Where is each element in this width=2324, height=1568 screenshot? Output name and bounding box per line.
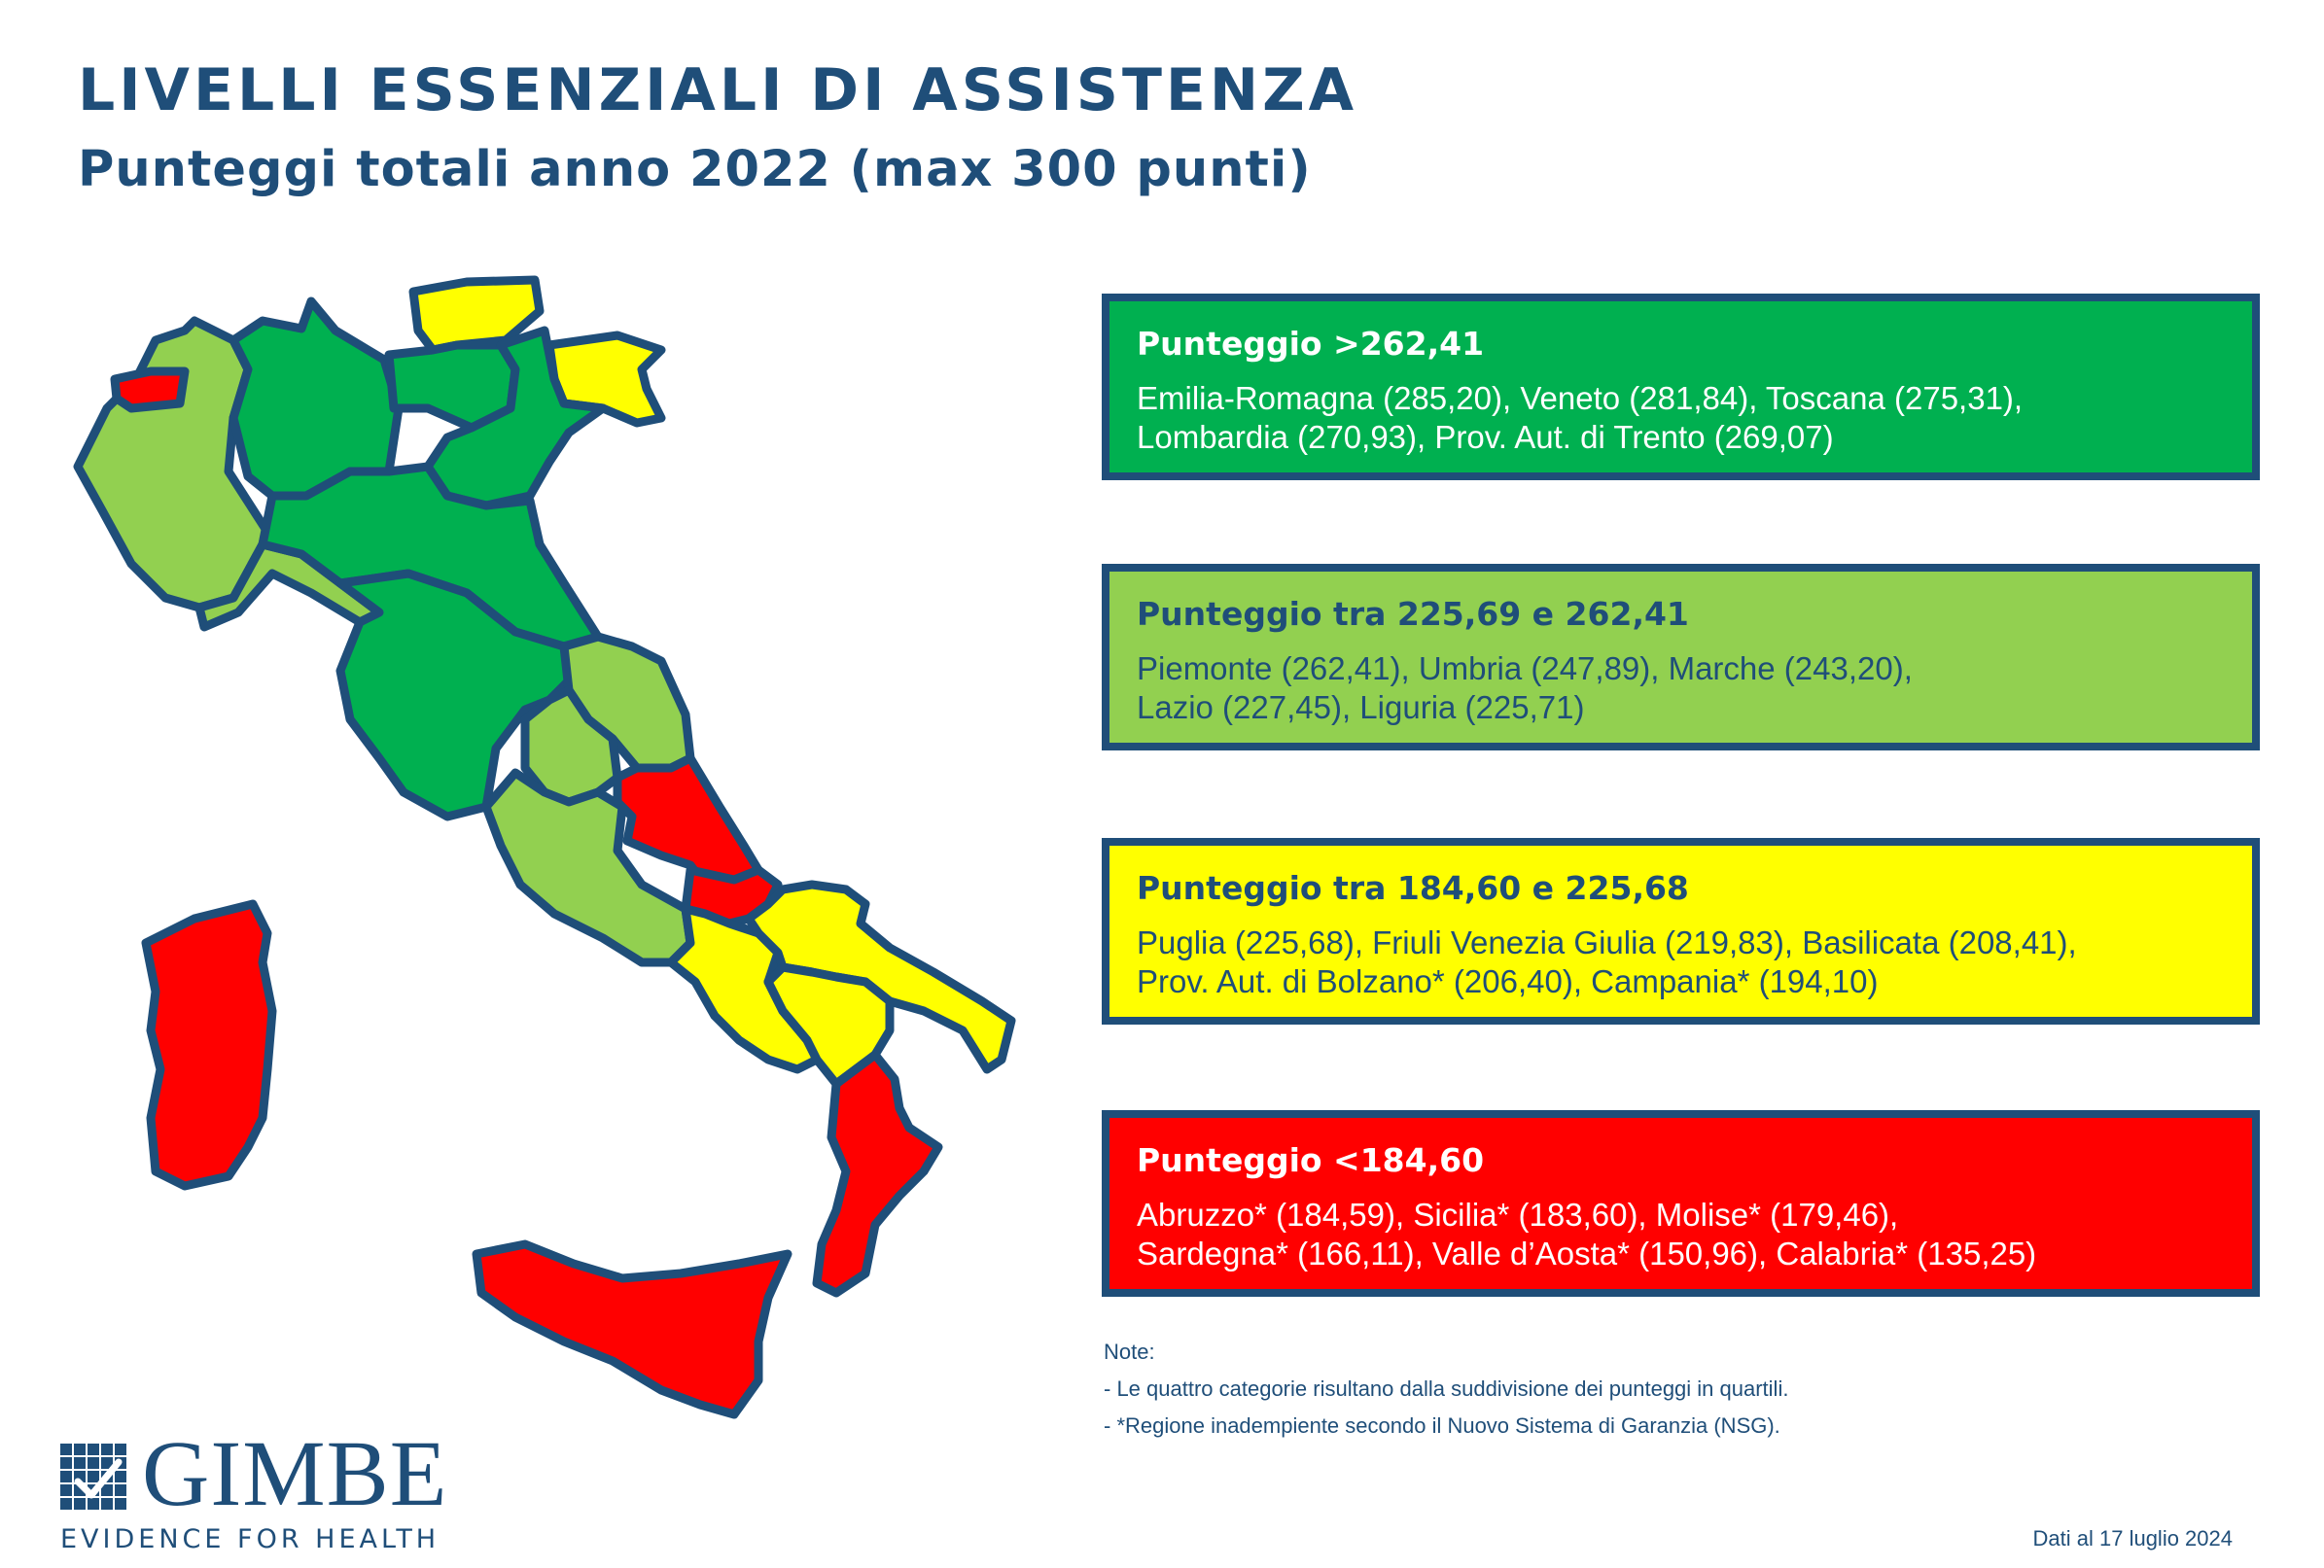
notes — [1104, 1334, 1788, 1445]
notes-heading: Note: — [1104, 1340, 1155, 1364]
legend-title: Punteggio >262,41 — [1137, 325, 1485, 363]
logo-wordmark: GIMBE — [142, 1421, 448, 1525]
note-item: - *Regione inadempiente secondo il Nuovo Sistema di Garanzia (NSG). — [1104, 1413, 1780, 1438]
logo-tagline: EVIDENCE FOR HEALTH — [60, 1524, 440, 1554]
page-title: LIVELLI ESSENZIALI DI ASSISTENZA — [78, 56, 1358, 124]
region-abruzzo — [617, 758, 758, 885]
legend-line: Emilia-Romagna (285,20), Veneto (281,84), Toscana (275,31), — [1137, 380, 2024, 416]
legend-title: Punteggio <184,60 — [1137, 1141, 1485, 1179]
note-item: - Le quattro categorie risultano dalla suddivisione dei punteggi in quartili. — [1104, 1376, 1789, 1401]
region-valle-d-aosta — [115, 371, 185, 408]
page-subtitle: Punteggi totali anno 2022 (max 300 punti) — [78, 141, 1312, 198]
legend-line: Piemonte (262,41), Umbria (247,89), Marche (243,20), — [1137, 650, 1913, 686]
legend-box-light-green — [1102, 564, 2260, 750]
data-date: Dati al 17 luglio 2024 — [2032, 1526, 2233, 1551]
legend-line: Abruzzo* (184,59), Sicilia* (183,60), Molise* (179,46), — [1137, 1197, 1899, 1233]
region-sardegna — [146, 904, 272, 1186]
legend-text — [1137, 923, 2225, 1001]
legend-line: Prov. Aut. di Bolzano* (206,40), Campania* (194,10) — [1137, 963, 1879, 999]
legend-box-dark-green — [1102, 294, 2260, 480]
legend-text — [1137, 379, 2225, 457]
region-lombardia — [233, 301, 399, 496]
region-sicilia — [476, 1244, 788, 1414]
legend-text — [1137, 1196, 2225, 1273]
legend-text — [1137, 649, 2225, 727]
legend-line: Lombardia (270,93), Prov. Aut. di Trento (269,07) — [1137, 419, 1834, 455]
legend-box-yellow — [1102, 838, 2260, 1025]
legend-line: Puglia (225,68), Friuli Venezia Giulia (219,83), Basilicata (208,41), — [1137, 924, 2077, 960]
legend-box-red — [1102, 1110, 2260, 1297]
legend-title: Punteggio tra 225,69 e 262,41 — [1137, 595, 1689, 633]
legend-title: Punteggio tra 184,60 e 225,68 — [1137, 869, 1689, 907]
italy-map — [58, 262, 1031, 1448]
gimbe-logo — [60, 1421, 449, 1555]
check-icon — [68, 1450, 126, 1509]
region-calabria — [817, 1055, 938, 1293]
legend-line: Sardegna* (166,11), Valle d’Aosta* (150,96), Calabria* (135,25) — [1137, 1236, 2037, 1272]
legend-line: Lazio (227,45), Liguria (225,71) — [1137, 689, 1585, 725]
